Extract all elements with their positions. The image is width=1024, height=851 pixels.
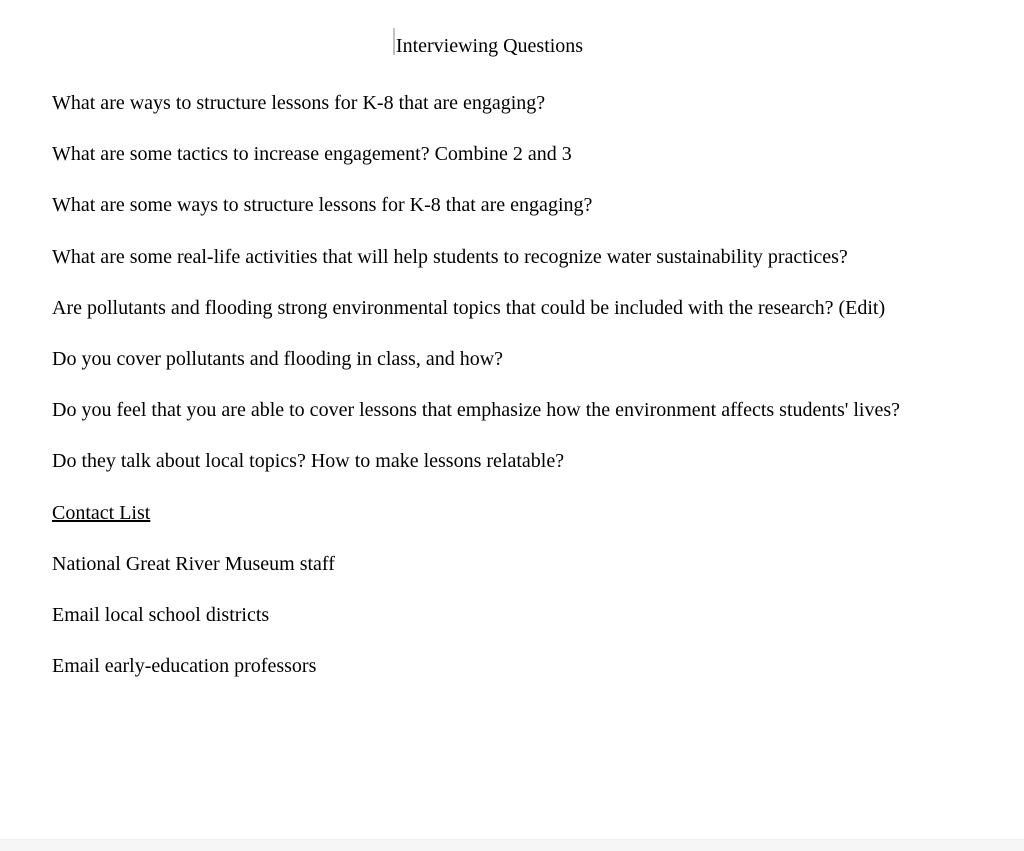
paragraph[interactable]: Do you cover pollutants and flooding in class, and how? — [52, 348, 504, 371]
paragraph[interactable]: Do they talk about local topics? How to make lessons relatable? — [52, 450, 565, 473]
document-content — [52, 0, 924, 692]
document-title: Interviewing Questions — [395, 35, 584, 57]
paragraph[interactable]: Do you feel that you are able to cover lessons that emphasize how the environment affects students' lives? — [52, 399, 900, 422]
document-title-line[interactable] — [52, 20, 924, 72]
paragraph[interactable]: What are some tactics to increase engagement? Combine 2 and 3 — [52, 143, 572, 166]
paragraph[interactable]: What are some real-life activities that will help students to recognize water sustainability practices? — [52, 245, 848, 268]
paragraph[interactable]: Email local school districts — [52, 604, 270, 627]
paragraph[interactable]: National Great River Museum staff — [52, 552, 335, 575]
paragraph[interactable]: Email early-education professors — [52, 655, 317, 678]
text-caret — [393, 28, 395, 55]
paragraph-list — [52, 78, 912, 692]
paragraph[interactable]: Contact List — [52, 501, 151, 524]
paragraph[interactable]: What are some ways to structure lessons for K-8 that are engaging? — [52, 194, 593, 217]
paragraph[interactable]: What are ways to structure lessons for K-8 that are engaging? — [52, 92, 546, 114]
paragraph[interactable]: Are pollutants and flooding strong environmental topics that could be included with the research? (Edit) — [52, 296, 886, 319]
page-bottom-edge — [0, 839, 1024, 851]
